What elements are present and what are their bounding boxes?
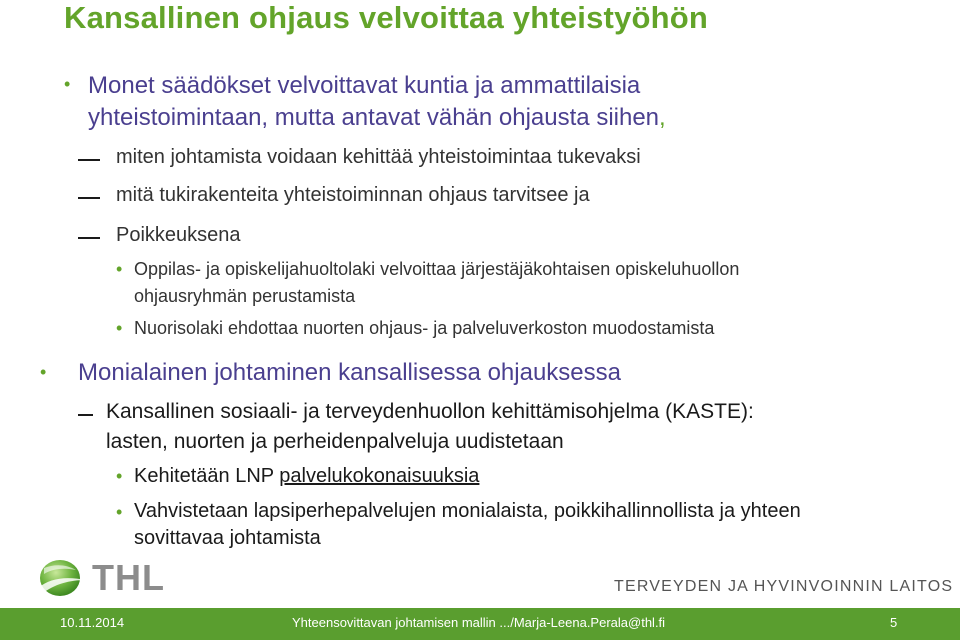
bullet-dot: •: [116, 466, 123, 486]
bullet-dot: •: [116, 318, 123, 338]
logo-text: THL: [92, 557, 165, 598]
bullet-2-subsub-1: [134, 465, 479, 488]
dash-marker: [78, 159, 100, 161]
bullet-1-comma: ,: [659, 104, 666, 131]
footer-center-text: Yhteensovittavan johtamisen mallin .../Marja-Leena.Perala@thl.fi: [292, 615, 666, 630]
bullet-2-line-1: Monialainen johtaminen kansallisessa ohjauksessa: [78, 359, 621, 386]
bullet-1-line-1: Monet säädökset velvoittavat kuntia ja ammattilaisia: [88, 72, 641, 99]
bullet-dot: •: [116, 502, 123, 522]
bullet-2-sub-line-2: lasten, nuorten ja perheidenpalveluja uudistetaan: [106, 430, 564, 453]
bullet-dot: •: [40, 362, 47, 382]
bullet-1-sub-2: mitä tukirakenteita yhteistoiminnan ohjaus tarvitsee ja: [116, 184, 590, 206]
bullet-1-subsub-1-line-1: Oppilas- ja opiskelijahuoltolaki velvoittaa järjestäjäkohtaisen opiskeluhuollon: [134, 259, 740, 279]
dash-marker: [78, 197, 100, 199]
bullet-dot: •: [64, 74, 71, 94]
bullet-1-line-2-text: yhteistoimintaan, mutta antavat vähän ohjausta siihen: [88, 104, 660, 131]
bullet-2-subsub-1-prefix: Kehitetään LNP: [134, 465, 280, 487]
bullet-2-subsub-2-line-2: sovittavaa johtamista: [134, 527, 321, 549]
dash-marker: [78, 414, 93, 416]
dash-marker: [78, 237, 100, 239]
institute-name: TERVEYDEN JA HYVINVOINNIN LAITOS: [614, 578, 954, 595]
bullet-dot: •: [116, 259, 123, 279]
page-number: 5: [890, 615, 898, 630]
footer-bar: [0, 608, 960, 640]
palvelukokonaisuuksia-link[interactable]: palvelukokonaisuuksia: [279, 465, 480, 487]
bullet-2-subsub-2-line-1: Vahvistetaan lapsiperhepalvelujen monialaista, poikkihallinnollista ja yhteen: [134, 500, 801, 522]
bullet-1-subsub-1-line-2: ohjausryhmän perustamista: [134, 286, 356, 306]
bullet-2-sub-line-1: Kansallinen sosiaali- ja terveydenhuollon kehittämisohjelma (KASTE):: [106, 400, 754, 423]
bullet-1-subsub-2: Nuorisolaki ehdottaa nuorten ohjaus- ja palveluverkoston muodostamista: [134, 318, 715, 338]
bullet-1-line-2: [88, 104, 666, 132]
bullet-1-sub-3: Poikkeuksena: [116, 224, 241, 246]
bullet-1-sub-1: miten johtamista voidaan kehittää yhteistoimintaa tukevaksi: [116, 146, 641, 168]
slide-title: Kansallinen ohjaus velvoittaa yhteistyöhön: [64, 0, 709, 35]
footer-date: 10.11.2014: [60, 615, 125, 630]
